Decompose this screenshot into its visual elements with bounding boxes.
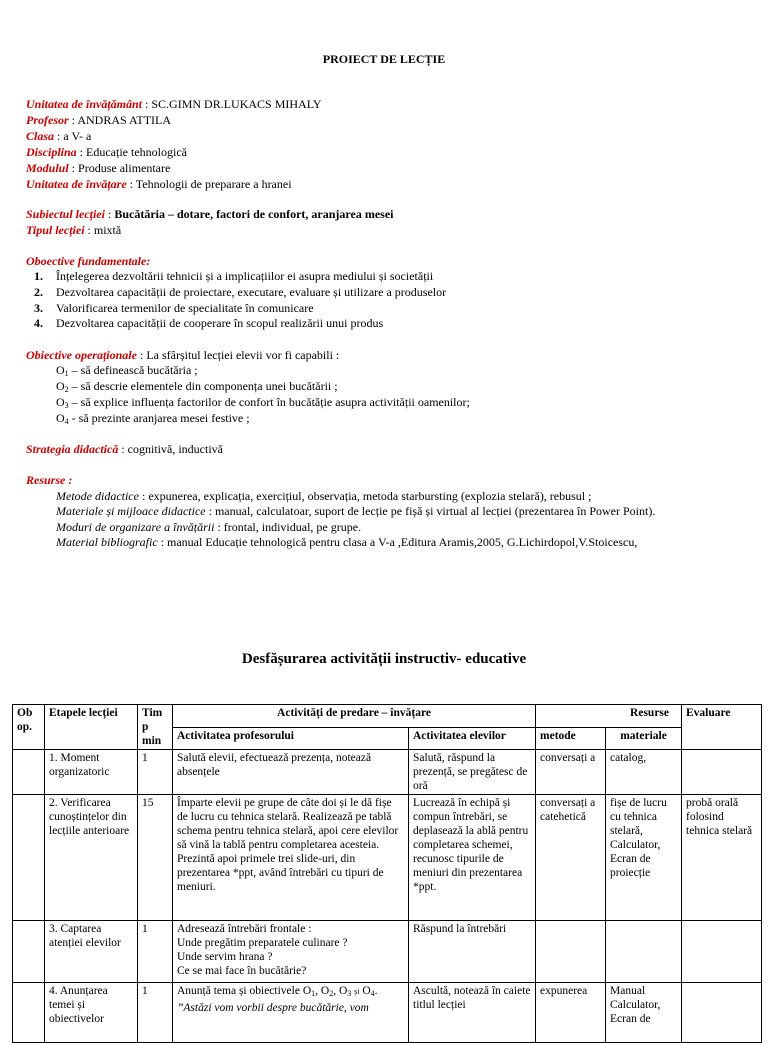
operational-objective-1: $O_1$ – să definească bucătăria ; xyxy=(56,363,198,378)
header-metode: metode xyxy=(536,727,606,750)
document-title: PROIECT DE LECȚIE xyxy=(322,52,446,66)
header-materiale: materiale xyxy=(606,727,682,750)
lesson-subject: Subiectul lecției : Bucătăria – dotare, factori de confort, aranjarea mesei xyxy=(26,207,394,221)
operational-objective-2: $O_2$ – să descrie elementele din componența unei bucătării ; xyxy=(56,379,338,394)
fundamental-objective-3: 3. Valorificarea termenilor de specialitate în comunicare xyxy=(34,301,314,315)
header-elev: Activitatea elevilor xyxy=(409,727,536,750)
meta-teacher: Profesor : ANDRAS ATTILA xyxy=(26,113,172,127)
lesson-type: Tipul lecției : mixtă xyxy=(26,223,122,237)
table-header-row xyxy=(13,705,762,728)
header-activitati: Activități de predare – învățare xyxy=(173,705,536,728)
operational-objective-4: $O_4$ - să prezinte aranjarea mesei festive ; xyxy=(56,411,250,426)
header-ob: Ob op. xyxy=(13,705,45,750)
header-prof: Activitatea profesorului xyxy=(173,727,409,750)
section-title: Desfășurarea activității instructiv- educative xyxy=(241,651,527,667)
operational-objectives-heading: Obiective operaționale : La sfârșitul lecției elevii vor fi capabili : xyxy=(26,348,340,362)
header-etape: Etapele lecției xyxy=(45,705,138,750)
meta-discipline: Disciplina : Educație tehnologică xyxy=(26,145,187,159)
header-evaluare: Evaluare xyxy=(682,705,762,750)
table-row: 4. Anunțarea temei și obiectivelor 1 Anunță tema și obiectivele $O_1$, $O_2$, $O_3$ și $O_4$. ”Astăzi vom vorbii despre bucătărie, vom Ascultă, notează în caiete titlul lecției expunerea Manual Calculator, Ecran de xyxy=(13,983,762,1043)
table-row: 2. Verificarea cunoștințelor din lecțiile anterioare 15 Împarte elevii pe grupe de câte doi și le dă fișe de lucru cu tehnica stelară. Realizează pe tablă schema pentru tehnica stelară, apoi cere elevilor să vină la tablă pentru completarea acesteia. Prezintă apoi primele trei slide-uri, din prezentarea *ppt, având întrebări cu tipuri de meniuri. Lucrează în echipă și compun întrebări, se deplasează la ablă pentru completarea schemei, recunosc tipurile de meniuri din prezentarea *ppt. conversați a catehetică fișe de lucru cu tehnica stelară, Calculator, Ecran de proiecție probă orală folosind tehnica stelară xyxy=(13,795,762,921)
resource-methods: Metode didactice : expunerea, explicația, exercițiul, observația, metoda starbursting (explozia stelară), rebusul ; xyxy=(56,489,592,503)
resources-heading: Resurse : xyxy=(26,473,73,487)
meta-class: Clasa : a V- a xyxy=(26,129,92,143)
resource-materials: Materiale și mijloace didactice : manual, calculatoar, suport de lecție pe fișă și virtual al lecției (prezentarea în Power Point). xyxy=(56,504,656,518)
fundamental-objective-1: 1. Înțelegerea dezvoltării tehnicii și a implicațiilor ei asupra mediului și societății xyxy=(34,269,434,283)
table-row: 3. Captarea atenției elevilor 1 Adresează întrebări frontale : Unde pregătim preparatele culinare ? Unde servim hrana ? Ce se mai face în bucătărie? Răspund la întrebări xyxy=(13,921,762,983)
header-timp: Timp min xyxy=(138,705,173,750)
fundamental-objective-4: 4. Dezvoltarea capacității de cooperare în scopul realizării unui produs xyxy=(34,316,384,330)
meta-school: Unitatea de învățământ : SC.GIMN DR.LUKACS MIHALY xyxy=(26,97,322,111)
resource-organization: Moduri de organizare a învățării : frontal, individual, pe grupe. xyxy=(56,520,362,534)
fundamental-objectives-heading: Oboective fundamentale: xyxy=(26,254,151,268)
table-row: 1. Moment organizatoric 1 Salută elevii, efectuează prezența, notează absențele Salută, răspund la prezență, se pregătesc de oră conversați a catalog, xyxy=(13,750,762,795)
operational-objective-3: $O_3$ – să explice influența factorilor de confort în bucătăție asupra activității oamenilor; xyxy=(56,395,470,410)
meta-module: Modulul : Produse alimentare xyxy=(26,161,171,175)
resource-bibliography: Material bibliografic : manual Educație tehnologică pentru clasa a V-a ,Editura Aramis,2005, G.Lichirdopol,V.Stoicescu, xyxy=(56,535,638,549)
didactic-strategy: Strategia didactică : cognitivă, inductivă xyxy=(26,442,223,456)
header-resurse: Resurse xyxy=(536,705,682,728)
fundamental-objective-2: 2. Dezvoltarea capacității de proiectare, executare, evaluare și utilizare a produselor xyxy=(34,285,447,299)
activities-table xyxy=(12,704,762,1043)
meta-learning-unit: Unitatea de învățare : Tehnologii de preparare a hranei xyxy=(26,177,292,191)
